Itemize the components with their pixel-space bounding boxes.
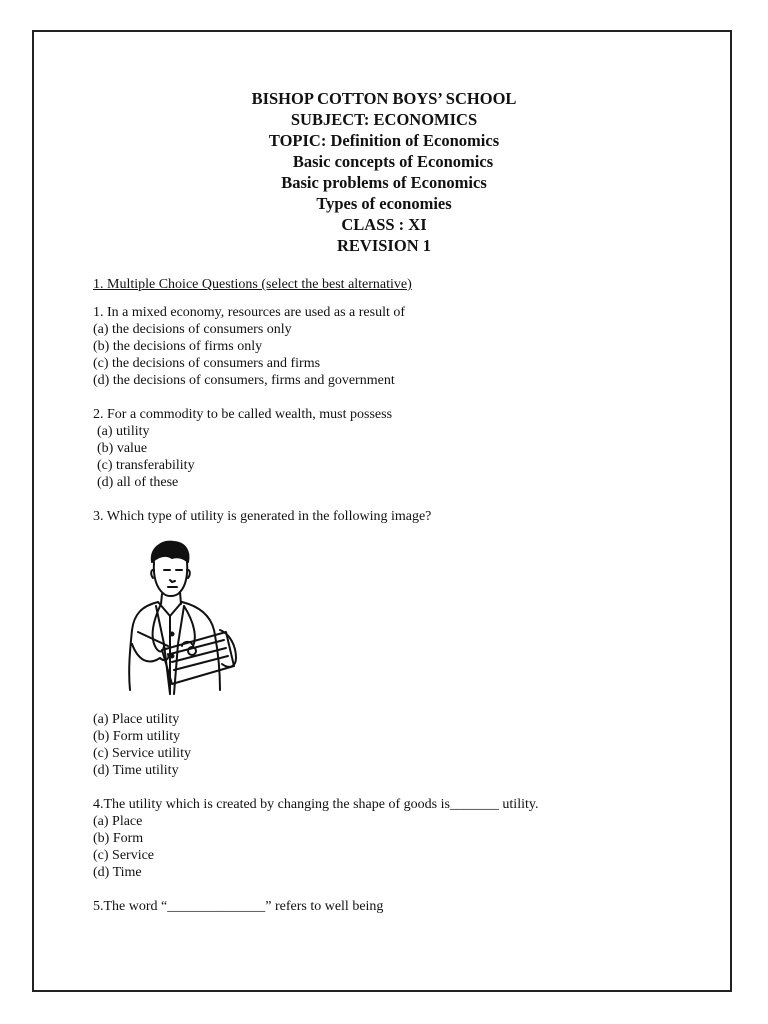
option: (d) all of these — [97, 475, 179, 490]
question-text: 1. In a mixed economy, resources are used as a result of — [93, 305, 406, 320]
option: (c) transferability — [97, 458, 195, 473]
question-4 — [93, 796, 713, 881]
question-3 — [93, 508, 713, 779]
option: (a) the decisions of consumers only — [93, 322, 292, 337]
question-2 — [93, 406, 713, 491]
topic-line: Basic concepts of Economics — [292, 152, 494, 171]
school-name: BISHOP COTTON BOYS’ SCHOOL — [251, 89, 517, 108]
topic-line: Basic problems of Economics — [281, 173, 487, 192]
question-text: 3. Which type of utility is generated in the following image? — [93, 509, 432, 524]
question-text: 5.The word “______________” refers to well being — [93, 899, 384, 914]
question-1 — [93, 304, 713, 389]
revision-line: REVISION 1 — [337, 236, 431, 255]
option: (d) Time utility — [93, 763, 179, 778]
class-line: CLASS : XI — [341, 215, 427, 234]
question-text: 4.The utility which is created by changing the shape of goods is_______ utility. — [93, 797, 539, 812]
question-5 — [93, 898, 713, 915]
option: (a) utility — [97, 424, 150, 439]
topic-line: Types of economies — [316, 194, 452, 213]
document-header — [0, 88, 768, 256]
option: (b) Form utility — [93, 729, 181, 744]
option: (d) the decisions of consumers, firms and government — [93, 373, 395, 388]
option: (b) the decisions of firms only — [93, 339, 263, 354]
question-text: 2. For a commodity to be called wealth, must possess — [93, 407, 393, 422]
option: (a) Place utility — [93, 712, 180, 727]
option: (c) Service utility — [93, 746, 191, 761]
option: (d) Time — [93, 865, 142, 880]
subject-line: SUBJECT: ECONOMICS — [290, 110, 478, 129]
section-title: 1. Multiple Choice Questions (select the best alternative) — [93, 277, 412, 292]
option: (b) Form — [93, 831, 144, 846]
option: (c) the decisions of consumers and firms — [93, 356, 321, 371]
doctor-illustration — [98, 534, 278, 704]
option: (b) value — [97, 441, 148, 456]
option: (a) Place — [93, 814, 143, 829]
topic-line: TOPIC: Definition of Economics — [268, 131, 500, 150]
document-body — [93, 276, 713, 915]
option: (c) Service — [93, 848, 155, 863]
